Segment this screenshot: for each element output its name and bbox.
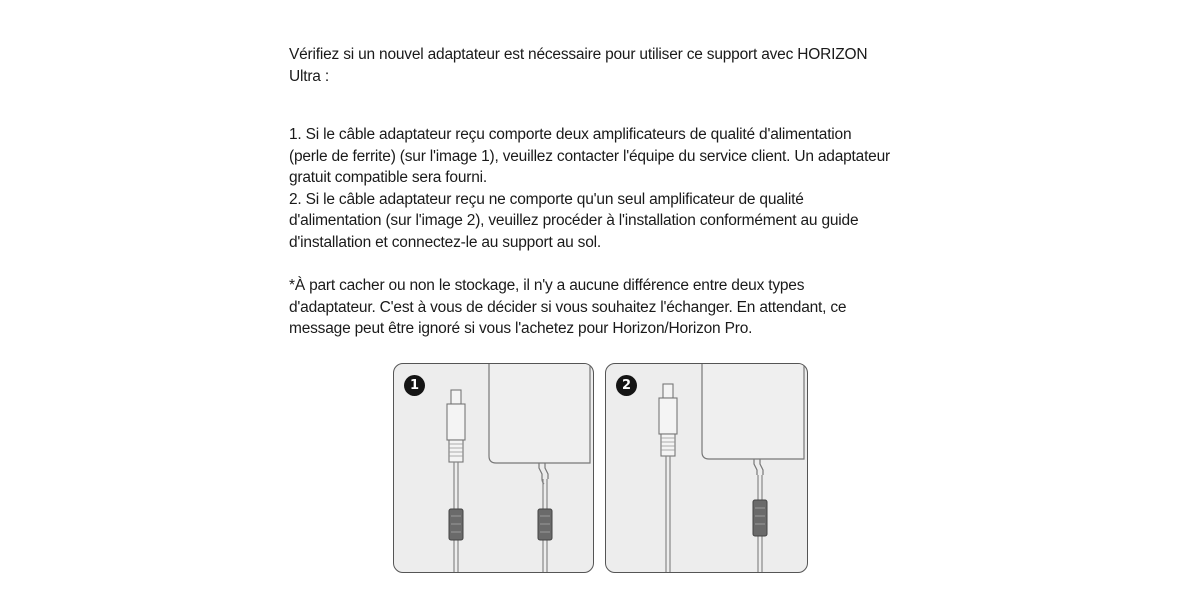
- note-line: message peut être ignoré si vous l'achetez pour Horizon/Horizon Pro.: [289, 320, 753, 337]
- intro-paragraph: [289, 44, 919, 87]
- ferrite-bead-icon: [449, 509, 463, 540]
- adapter-cable-illustration: [606, 364, 808, 573]
- plug-body-icon: [659, 398, 677, 434]
- note-line: d'adaptateur. C'est à vous de décider si vous souhaitez l'échanger. En attendant, ce: [289, 298, 847, 316]
- plug-tip-icon: [451, 390, 461, 404]
- strain-relief-icon: [754, 459, 757, 475]
- note-paragraph: [289, 275, 919, 340]
- power-brick-icon: [489, 364, 590, 463]
- plug-tip-icon: [663, 384, 673, 398]
- step-line: d'installation et connectez-le au support au sol.: [289, 233, 601, 251]
- step-line: (perle de ferrite) (sur l'image 1), veuillez contacter l'équipe du service client. Un adaptateur: [289, 147, 890, 165]
- plug-body-icon: [447, 404, 465, 440]
- figure-number-badge: 2: [616, 375, 637, 396]
- step-line: gratuit compatible sera fourni.: [289, 169, 487, 186]
- step-line: d'alimentation (sur l'image 2), veuillez procéder à l'installation conformément au guide: [289, 212, 859, 229]
- figure-number-badge: 1: [404, 375, 425, 396]
- ferrite-bead-icon: [753, 500, 767, 536]
- ferrite-bead-icon: [538, 509, 552, 540]
- step-line: 1. Si le câble adaptateur reçu comporte deux amplificateurs de qualité d'alimentation: [289, 126, 852, 143]
- intro-line: Vérifiez si un nouvel adaptateur est nécessaire pour utiliser ce support avec HORIZON: [289, 46, 868, 63]
- intro-line: Ultra :: [289, 67, 329, 85]
- adapter-cable-illustration: [394, 364, 594, 573]
- steps-list: [289, 124, 919, 253]
- instructions-text: [289, 44, 919, 340]
- power-brick-icon: [702, 364, 804, 459]
- step-line: 2. Si le câble adaptateur reçu ne comporte qu'un seul amplificateur de qualité: [289, 190, 804, 208]
- figure-one-ferrite-bead: [605, 363, 808, 573]
- note-line: *À part cacher ou non le stockage, il n'y a aucune différence entre deux types: [289, 277, 805, 294]
- figure-two-ferrite-beads: [393, 363, 594, 573]
